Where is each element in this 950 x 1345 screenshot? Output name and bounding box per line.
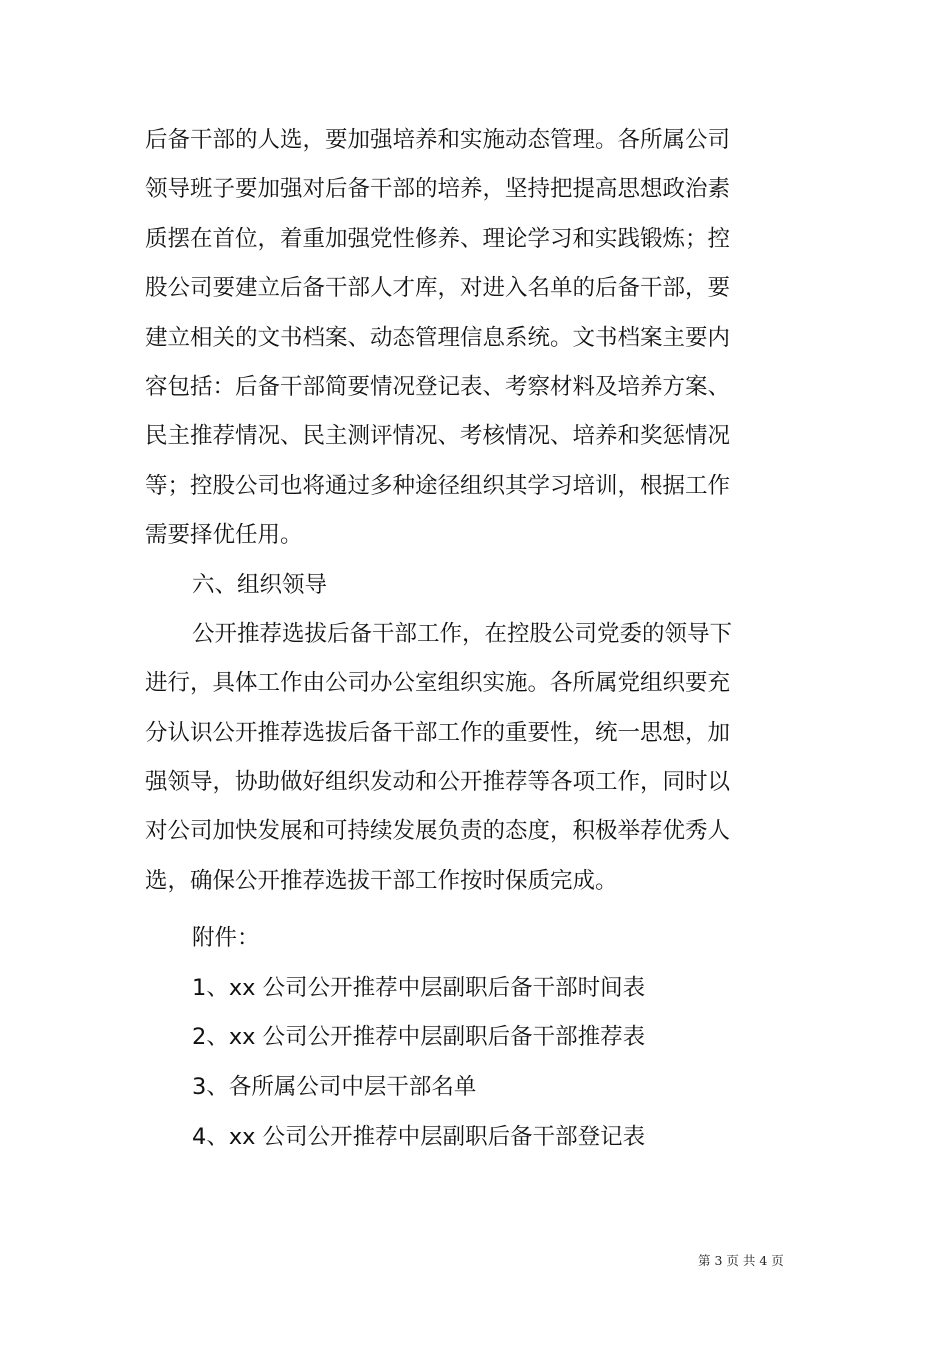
section-heading: 六、组织领导 bbox=[192, 571, 328, 598]
paragraph-line: 容包括：后备干部简要情况登记表、考察材料及培养方案、 bbox=[145, 373, 731, 400]
paragraph-line: 领导班子要加强对后备干部的培养，坚持把提高思想政治素 bbox=[145, 176, 731, 203]
body-text bbox=[145, 116, 745, 906]
paragraph-line: 建立相关的文书档案、动态管理信息系统。文书档案主要内 bbox=[145, 324, 731, 351]
paragraph-line: 进行，具体工作由公司办公室组织实施。各所属党组织要充 bbox=[145, 670, 731, 697]
page-number: 第 3 页 共 4 页 bbox=[698, 1253, 784, 1268]
paragraph-line: 分认识公开推荐选拔后备干部工作的重要性，统一思想，加 bbox=[145, 719, 731, 746]
paragraph-line: 公开推荐选拔后备干部工作，在控股公司党委的领导下 bbox=[192, 620, 733, 647]
paragraph-line: 等；控股公司也将通过多种途径组织其学习培训，根据工作 bbox=[145, 472, 731, 499]
attachment-item: 1、xx 公司公开推荐中层副职后备干部时间表 bbox=[192, 975, 646, 1001]
paragraph-line: 质摆在首位，着重加强党性修养、理论学习和实践锻炼；控 bbox=[145, 225, 731, 252]
paragraph-line: 民主推荐情况、民主测评情况、考核情况、培养和奖惩情况 bbox=[145, 423, 731, 450]
paragraph-line: 强领导，协助做好组织发动和公开推荐等各项工作，同时以 bbox=[145, 769, 731, 796]
paragraph-line: 对公司加快发展和可持续发展负责的态度，积极举荐优秀人 bbox=[145, 818, 731, 845]
paragraph-line: 后备干部的人选，要加强培养和实施动态管理。各所属公司 bbox=[145, 127, 731, 153]
paragraph-line: 需要择优任用。 bbox=[145, 522, 303, 549]
paragraph-line: 选，确保公开推荐选拔干部工作按时保质完成。 bbox=[145, 867, 618, 894]
attachment-item: 2、xx 公司公开推荐中层副职后备干部推荐表 bbox=[192, 1024, 646, 1050]
attachment-item: 4、xx 公司公开推荐中层副职后备干部登记表 bbox=[192, 1124, 646, 1150]
attachments-label: 附件： bbox=[192, 925, 260, 951]
attachment-item: 3、各所属公司中层干部名单 bbox=[192, 1074, 477, 1100]
paragraph-line: 股公司要建立后备干部人才库，对进入名单的后备干部，要 bbox=[145, 275, 731, 302]
